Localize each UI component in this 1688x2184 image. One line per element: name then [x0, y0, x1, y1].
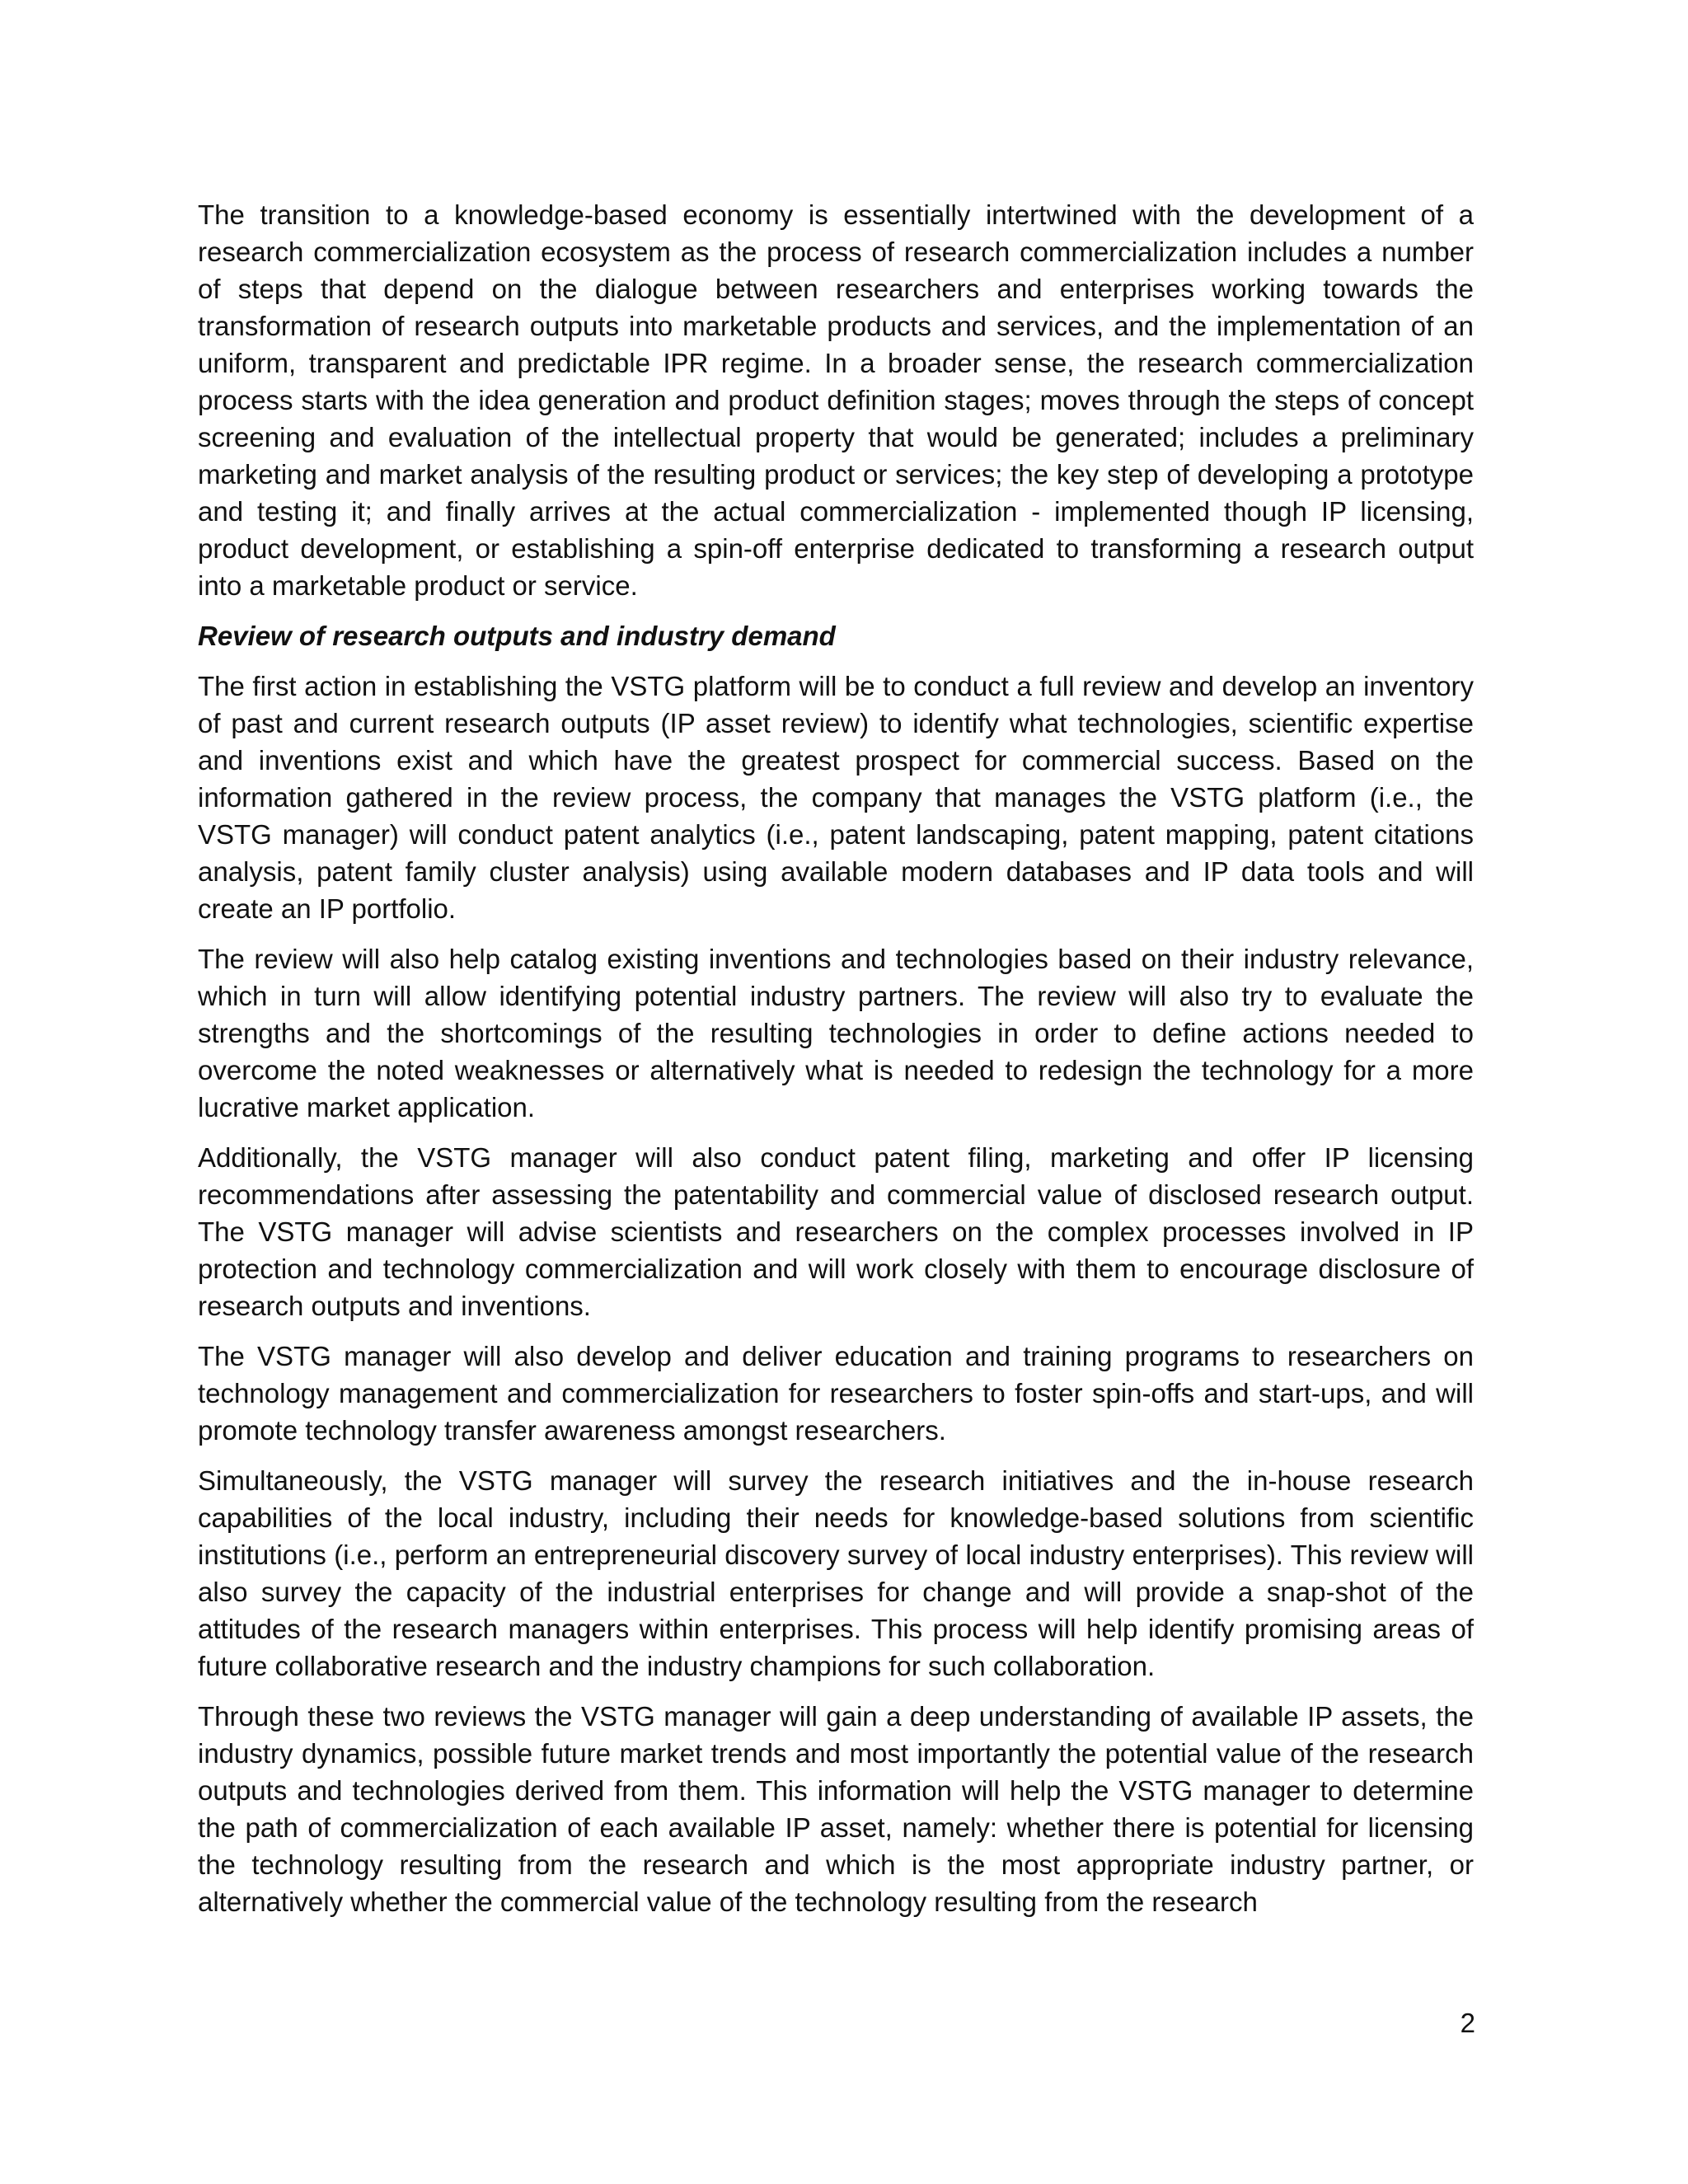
paragraph-training: The VSTG manager will also develop and deliver education and training programs to researchers on technology management and commercialization for researchers to foster spin-offs and start-ups, and will promote technology transfer awareness amongst researchers. — [198, 1341, 1474, 1446]
document-body — [198, 196, 1474, 1933]
paragraph-first-action: The first action in establishing the VSTG platform will be to conduct a full review and develop an inventory of past and current research outputs (IP asset review) to identify what technologies, scientific expertise and inventions exist and which have the greatest prospect for commercial success. Based on the information gathered in the review process, the company that manages the VSTG platform (i.e., the VSTG manager) will conduct patent analytics (i.e., patent landscaping, patent mapping, patent citations analysis, patent family cluster analysis) using available modern databases and IP data tools and will create an IP portfolio. — [198, 671, 1474, 924]
paragraph-patent-filing: Additionally, the VSTG manager will also conduct patent filing, marketing and offer IP licensing recommendations after assessing the patentability and commercial value of disclosed research output. The VSTG manager will advise scientists and researchers on the complex processes involved in IP protection and technology commercialization and will work closely with them to encourage disclosure of research outputs and inventions. — [198, 1142, 1474, 1321]
page-number: 2 — [1460, 2008, 1475, 2038]
paragraph-review-catalog: The review will also help catalog existing inventions and technologies based on their industry relevance, which in turn will allow identifying potential industry partners. The review will also try to evaluate the strengths and the shortcomings of the resulting technologies in order to define actions needed to overcome the noted weaknesses or alternatively what is needed to redesign the technology for a more lucrative market application. — [198, 944, 1474, 1122]
paragraph-transition: The transition to a knowledge-based economy is essentially intertwined with the development of a research commercialization ecosystem as the process of research commercialization includes a number of steps that depend on the dialogue between researchers and enterprises working towards the transformation of research outputs into marketable products and services, and the implementation of an uniform, transparent and predictable IPR regime. In a broader sense, the research commercialization process starts with the idea generation and product definition stages; moves through the steps of concept screening and evaluation of the intellectual property that would be generated; includes a preliminary marketing and market analysis of the resulting product or services; the key step of developing a prototype and testing it; and finally arrives at the actual commercialization - implemented though IP licensing, product development, or establishing a spin-off enterprise dedicated to transforming a research output into a marketable product or service. — [198, 199, 1474, 601]
paragraph-industry-survey: Simultaneously, the VSTG manager will survey the research initiatives and the in-house research capabilities of the local industry, including their needs for knowledge-based solutions from scientific institutions (i.e., perform an entrepreneurial discovery survey of local industry enterprises). This review will also survey the capacity of the industrial enterprises for change and will provide a snap-shot of the attitudes of the research managers within enterprises. This process will help identify promising areas of future collaborative research and the industry champions for such collaboration. — [198, 1465, 1474, 1681]
section-heading: Review of research outputs and industry demand — [198, 621, 836, 651]
paragraph-two-reviews: Through these two reviews the VSTG manager will gain a deep understanding of available IP assets, the industry dynamics, possible future market trends and most importantly the potential value of the research outputs and technologies derived from them. This information will help the VSTG manager to determine the path of commercialization of each available IP asset, namely: whether there is potential for licensing the technology resulting from the research and which is the most appropriate industry partner, or alternatively whether the commercial value of the technology resulting from the research — [198, 1701, 1474, 1917]
